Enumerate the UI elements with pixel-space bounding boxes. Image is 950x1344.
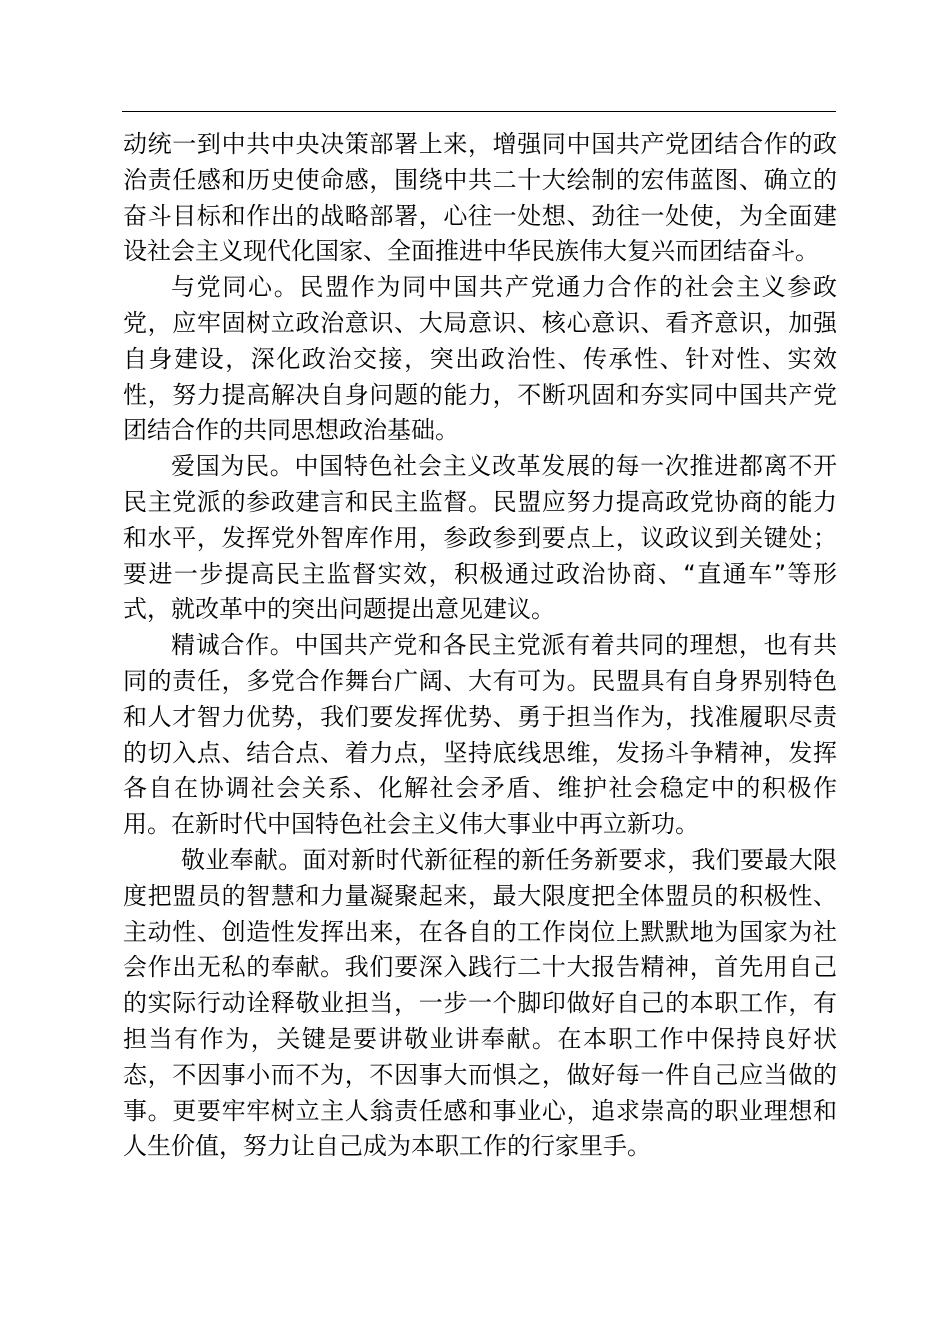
header-rule — [122, 111, 836, 112]
paragraph-jing-cheng-he-zuo: 精诚合作。中国共产党和各民主党派有着共同的理想，也有共同的责任，多党合作舞台广阔、大有可为。民盟具有自身界别特色和人才智力优势，我们要发挥优势、勇于担当作为，找准履职尽责的切入点、结合点、着力点，坚持底线思维，发扬斗争精神，发挥各自在协调社会关系、化解社会矛盾、维护社会稳定中的积极作用。在新时代中国特色社会主义伟大事业中再立新功。 — [123, 631, 837, 839]
body-text — [123, 127, 837, 1165]
paragraph-ai-guo-wei-min: 爱国为民。中国特色社会主义改革发展的每一次推进都离不开民主党派的参政建言和民主监督。民盟应努力提高政党协商的能力和水平，发挥党外智库作用，参政参到要点上，议政议到关键处；要进一步提高民主监督实效，积极通过政治协商、“直通车”等形式，就改革中的突出问题提出意见建议。 — [123, 452, 837, 624]
paragraph-yu-dang-tong-xin: 与党同心。民盟作为同中国共产党通力合作的社会主义参政党，应牢固树立政治意识、大局意识、核心意识、看齐意识，加强自身建设，深化政治交接，突出政治性、传承性、针对性、实效性，努力提高解决自身问题的能力，不断巩固和夯实同中国共产党团结合作的共同思想政治基础。 — [123, 273, 837, 445]
paragraph-jing-ye-feng-xian: 敬业奉献。面对新时代新征程的新任务新要求，我们要最大限度把盟员的智慧和力量凝聚起来，最大限度把全体盟员的积极性、主动性、创造性发挥出来，在各自的工作岗位上默默地为国家为社会作出无私的奉献。我们要深入践行二十大报告精神，首先用自己的实际行动诠释敬业担当，一步一个脚印做好自己的本职工作，有担当有作为，关键是要讲敬业讲奉献。在本职工作中保持良好状态，不因事小而不为，不因事大而惧之，做好每一件自己应当做的事。更要牢牢树立主人翁责任感和事业心，追求崇高的职业理想和人生价值，努力让自己成为本职工作的行家里手。 — [123, 845, 837, 1161]
paragraph-continuation: 动统一到中共中央决策部署上来，增强同中国共产党团结合作的政治责任感和历史使命感，围绕中共二十大绘制的宏伟蓝图、确立的奋斗目标和作出的战略部署，心往一处想、劲往一处使，为全面建设社会主义现代化国家、全面推进中华民族伟大复兴而团结奋斗。 — [123, 130, 837, 266]
